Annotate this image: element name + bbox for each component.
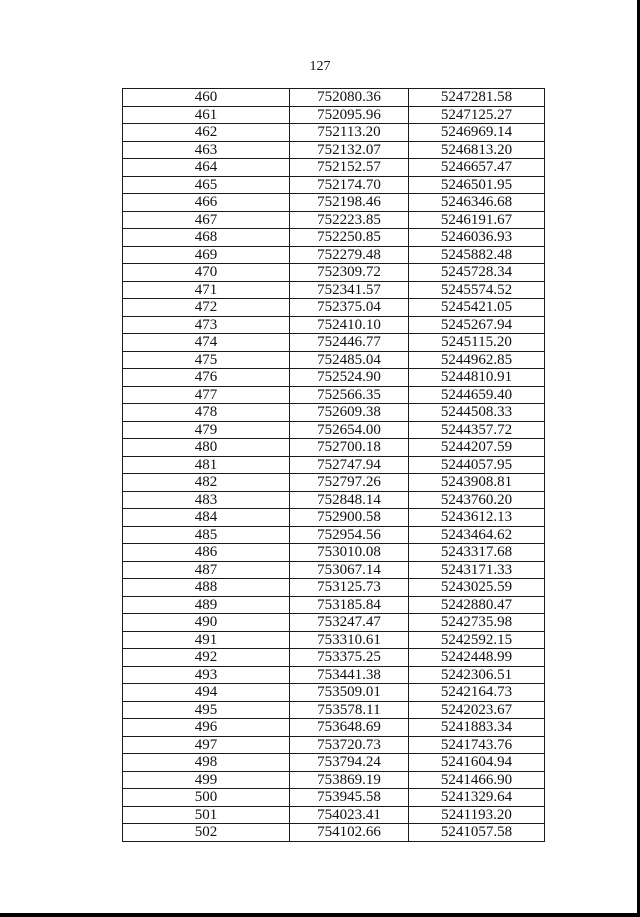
y-coordinate-cell: 5247125.27 xyxy=(409,106,545,124)
x-coordinate-cell: 753010.08 xyxy=(290,544,409,562)
x-coordinate-cell: 752954.56 xyxy=(290,526,409,544)
y-coordinate-cell: 5244659.40 xyxy=(409,386,545,404)
page-edge-bottom xyxy=(0,913,640,917)
x-coordinate-cell: 752446.77 xyxy=(290,334,409,352)
table-row xyxy=(123,561,545,579)
table-row xyxy=(123,264,545,282)
point-number-cell: 482 xyxy=(123,474,290,492)
point-number-cell: 474 xyxy=(123,334,290,352)
y-coordinate-cell: 5246346.68 xyxy=(409,194,545,212)
x-coordinate-cell: 753310.61 xyxy=(290,631,409,649)
point-number-cell: 502 xyxy=(123,824,290,842)
table-row xyxy=(123,316,545,334)
y-coordinate-cell: 5244207.59 xyxy=(409,439,545,457)
y-coordinate-cell: 5246969.14 xyxy=(409,124,545,142)
table-row xyxy=(123,824,545,842)
table-row xyxy=(123,456,545,474)
y-coordinate-cell: 5244962.85 xyxy=(409,351,545,369)
point-number-cell: 481 xyxy=(123,456,290,474)
y-coordinate-cell: 5243760.20 xyxy=(409,491,545,509)
x-coordinate-cell: 753247.47 xyxy=(290,614,409,632)
point-number-cell: 468 xyxy=(123,229,290,247)
table-row xyxy=(123,106,545,124)
table-row xyxy=(123,509,545,527)
x-coordinate-cell: 752250.85 xyxy=(290,229,409,247)
table-row xyxy=(123,246,545,264)
x-coordinate-cell: 752410.10 xyxy=(290,316,409,334)
x-coordinate-cell: 753509.01 xyxy=(290,684,409,702)
y-coordinate-cell: 5244057.95 xyxy=(409,456,545,474)
table-row xyxy=(123,754,545,772)
point-number-cell: 476 xyxy=(123,369,290,387)
coordinates-table-body xyxy=(123,89,545,842)
y-coordinate-cell: 5243317.68 xyxy=(409,544,545,562)
x-coordinate-cell: 752223.85 xyxy=(290,211,409,229)
y-coordinate-cell: 5247281.58 xyxy=(409,89,545,107)
point-number-cell: 463 xyxy=(123,141,290,159)
x-coordinate-cell: 753441.38 xyxy=(290,666,409,684)
y-coordinate-cell: 5242592.15 xyxy=(409,631,545,649)
table-row xyxy=(123,404,545,422)
table-row xyxy=(123,369,545,387)
x-coordinate-cell: 752309.72 xyxy=(290,264,409,282)
point-number-cell: 477 xyxy=(123,386,290,404)
x-coordinate-cell: 753185.84 xyxy=(290,596,409,614)
y-coordinate-cell: 5241604.94 xyxy=(409,754,545,772)
point-number-cell: 472 xyxy=(123,299,290,317)
point-number-cell: 461 xyxy=(123,106,290,124)
coordinates-table xyxy=(122,88,545,842)
x-coordinate-cell: 753794.24 xyxy=(290,754,409,772)
y-coordinate-cell: 5242164.73 xyxy=(409,684,545,702)
y-coordinate-cell: 5244357.72 xyxy=(409,421,545,439)
table-row xyxy=(123,736,545,754)
table-row xyxy=(123,229,545,247)
table-row xyxy=(123,596,545,614)
point-number-cell: 475 xyxy=(123,351,290,369)
x-coordinate-cell: 752609.38 xyxy=(290,404,409,422)
point-number-cell: 491 xyxy=(123,631,290,649)
y-coordinate-cell: 5241193.20 xyxy=(409,806,545,824)
y-coordinate-cell: 5244810.91 xyxy=(409,369,545,387)
x-coordinate-cell: 752132.07 xyxy=(290,141,409,159)
x-coordinate-cell: 752797.26 xyxy=(290,474,409,492)
point-number-cell: 471 xyxy=(123,281,290,299)
x-coordinate-cell: 753720.73 xyxy=(290,736,409,754)
x-coordinate-cell: 752113.20 xyxy=(290,124,409,142)
table-row xyxy=(123,631,545,649)
point-number-cell: 483 xyxy=(123,491,290,509)
x-coordinate-cell: 752095.96 xyxy=(290,106,409,124)
x-coordinate-cell: 752152.57 xyxy=(290,159,409,177)
table-row xyxy=(123,491,545,509)
point-number-cell: 492 xyxy=(123,649,290,667)
table-row xyxy=(123,579,545,597)
point-number-cell: 469 xyxy=(123,246,290,264)
point-number-cell: 493 xyxy=(123,666,290,684)
table-row xyxy=(123,141,545,159)
y-coordinate-cell: 5241743.76 xyxy=(409,736,545,754)
y-coordinate-cell: 5241329.64 xyxy=(409,789,545,807)
point-number-cell: 486 xyxy=(123,544,290,562)
x-coordinate-cell: 753067.14 xyxy=(290,561,409,579)
table-row xyxy=(123,806,545,824)
point-number-cell: 470 xyxy=(123,264,290,282)
y-coordinate-cell: 5241883.34 xyxy=(409,719,545,737)
point-number-cell: 496 xyxy=(123,719,290,737)
point-number-cell: 494 xyxy=(123,684,290,702)
x-coordinate-cell: 752485.04 xyxy=(290,351,409,369)
table-row xyxy=(123,194,545,212)
table-row xyxy=(123,211,545,229)
point-number-cell: 500 xyxy=(123,789,290,807)
table-row xyxy=(123,299,545,317)
table-row xyxy=(123,719,545,737)
y-coordinate-cell: 5246657.47 xyxy=(409,159,545,177)
x-coordinate-cell: 753945.58 xyxy=(290,789,409,807)
y-coordinate-cell: 5243612.13 xyxy=(409,509,545,527)
x-coordinate-cell: 752566.35 xyxy=(290,386,409,404)
x-coordinate-cell: 753648.69 xyxy=(290,719,409,737)
x-coordinate-cell: 752174.70 xyxy=(290,176,409,194)
table-row xyxy=(123,281,545,299)
y-coordinate-cell: 5241057.58 xyxy=(409,824,545,842)
table-row xyxy=(123,124,545,142)
x-coordinate-cell: 753869.19 xyxy=(290,771,409,789)
y-coordinate-cell: 5246501.95 xyxy=(409,176,545,194)
page-number: 127 xyxy=(309,59,331,74)
table-row xyxy=(123,789,545,807)
y-coordinate-cell: 5242448.99 xyxy=(409,649,545,667)
x-coordinate-cell: 752900.58 xyxy=(290,509,409,527)
point-number-cell: 490 xyxy=(123,614,290,632)
table-row xyxy=(123,334,545,352)
x-coordinate-cell: 752341.57 xyxy=(290,281,409,299)
x-coordinate-cell: 754023.41 xyxy=(290,806,409,824)
y-coordinate-cell: 5246036.93 xyxy=(409,229,545,247)
x-coordinate-cell: 752198.46 xyxy=(290,194,409,212)
point-number-cell: 479 xyxy=(123,421,290,439)
point-number-cell: 460 xyxy=(123,89,290,107)
x-coordinate-cell: 752080.36 xyxy=(290,89,409,107)
table-row xyxy=(123,701,545,719)
point-number-cell: 465 xyxy=(123,176,290,194)
point-number-cell: 478 xyxy=(123,404,290,422)
point-number-cell: 464 xyxy=(123,159,290,177)
table-row xyxy=(123,771,545,789)
x-coordinate-cell: 752654.00 xyxy=(290,421,409,439)
x-coordinate-cell: 752375.04 xyxy=(290,299,409,317)
x-coordinate-cell: 754102.66 xyxy=(290,824,409,842)
y-coordinate-cell: 5245115.20 xyxy=(409,334,545,352)
point-number-cell: 497 xyxy=(123,736,290,754)
y-coordinate-cell: 5245574.52 xyxy=(409,281,545,299)
point-number-cell: 480 xyxy=(123,439,290,457)
table-row xyxy=(123,351,545,369)
y-coordinate-cell: 5242880.47 xyxy=(409,596,545,614)
table-row xyxy=(123,159,545,177)
y-coordinate-cell: 5243908.81 xyxy=(409,474,545,492)
y-coordinate-cell: 5245421.05 xyxy=(409,299,545,317)
table-row xyxy=(123,614,545,632)
y-coordinate-cell: 5243171.33 xyxy=(409,561,545,579)
y-coordinate-cell: 5246813.20 xyxy=(409,141,545,159)
table-row xyxy=(123,544,545,562)
x-coordinate-cell: 753375.25 xyxy=(290,649,409,667)
point-number-cell: 501 xyxy=(123,806,290,824)
y-coordinate-cell: 5244508.33 xyxy=(409,404,545,422)
point-number-cell: 495 xyxy=(123,701,290,719)
x-coordinate-cell: 752279.48 xyxy=(290,246,409,264)
x-coordinate-cell: 752524.90 xyxy=(290,369,409,387)
point-number-cell: 488 xyxy=(123,579,290,597)
x-coordinate-cell: 752848.14 xyxy=(290,491,409,509)
x-coordinate-cell: 752700.18 xyxy=(290,439,409,457)
y-coordinate-cell: 5243464.62 xyxy=(409,526,545,544)
x-coordinate-cell: 753578.11 xyxy=(290,701,409,719)
table-row xyxy=(123,421,545,439)
y-coordinate-cell: 5242306.51 xyxy=(409,666,545,684)
y-coordinate-cell: 5241466.90 xyxy=(409,771,545,789)
table-row xyxy=(123,439,545,457)
y-coordinate-cell: 5242023.67 xyxy=(409,701,545,719)
x-coordinate-cell: 753125.73 xyxy=(290,579,409,597)
table-row xyxy=(123,684,545,702)
table-row xyxy=(123,176,545,194)
table-row xyxy=(123,649,545,667)
y-coordinate-cell: 5245267.94 xyxy=(409,316,545,334)
y-coordinate-cell: 5246191.67 xyxy=(409,211,545,229)
table-row xyxy=(123,526,545,544)
point-number-cell: 489 xyxy=(123,596,290,614)
point-number-cell: 485 xyxy=(123,526,290,544)
point-number-cell: 462 xyxy=(123,124,290,142)
point-number-cell: 498 xyxy=(123,754,290,772)
point-number-cell: 466 xyxy=(123,194,290,212)
point-number-cell: 473 xyxy=(123,316,290,334)
y-coordinate-cell: 5245882.48 xyxy=(409,246,545,264)
y-coordinate-cell: 5243025.59 xyxy=(409,579,545,597)
table-row xyxy=(123,474,545,492)
point-number-cell: 487 xyxy=(123,561,290,579)
table-row xyxy=(123,666,545,684)
point-number-cell: 467 xyxy=(123,211,290,229)
y-coordinate-cell: 5242735.98 xyxy=(409,614,545,632)
y-coordinate-cell: 5245728.34 xyxy=(409,264,545,282)
point-number-cell: 499 xyxy=(123,771,290,789)
x-coordinate-cell: 752747.94 xyxy=(290,456,409,474)
point-number-cell: 484 xyxy=(123,509,290,527)
table-row xyxy=(123,386,545,404)
table-row xyxy=(123,89,545,107)
